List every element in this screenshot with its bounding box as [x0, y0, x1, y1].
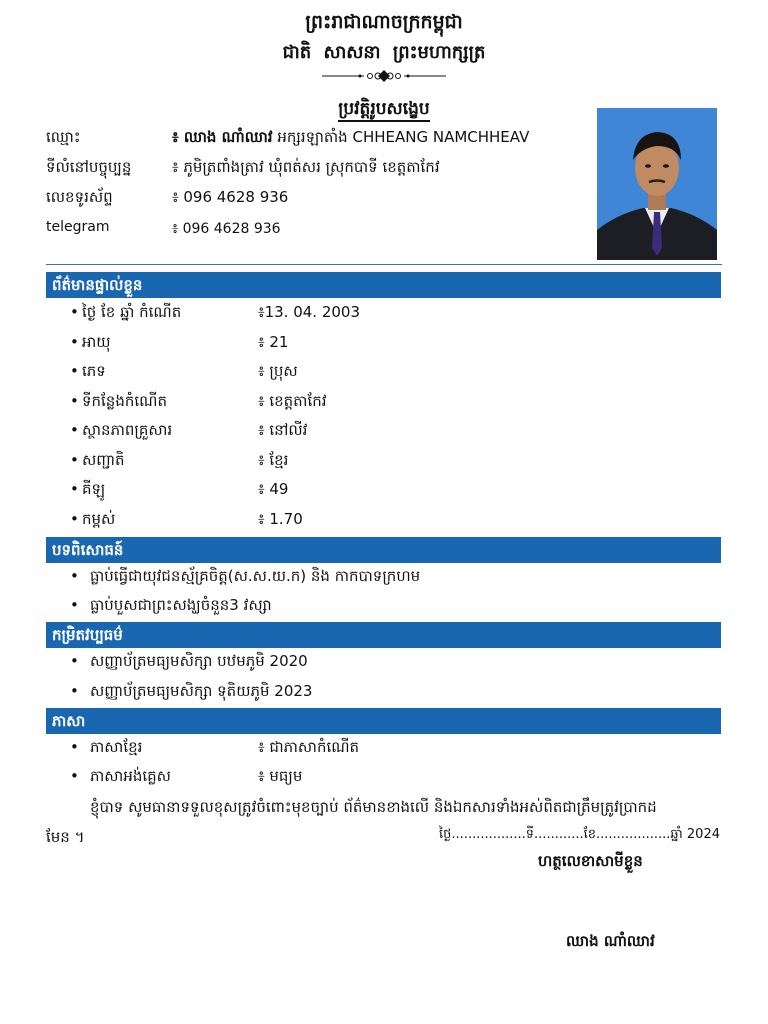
list-item	[70, 567, 720, 591]
cv-title-text: ប្រវត្តិរូបសង្ខេប	[338, 99, 429, 122]
identity-value	[172, 128, 529, 150]
item-value: ៖ ខ្មែរ	[258, 451, 289, 469]
list-item	[70, 392, 720, 416]
section-education: កម្រិតវប្បធម៌	[46, 622, 721, 648]
item-label: ស្ថានភាពគ្រួសារ	[82, 421, 173, 439]
item-value: ៖ នៅលីវ	[258, 421, 308, 439]
bullet-icon: •	[70, 362, 79, 380]
item-value: ៖ 21	[258, 333, 289, 351]
item-value: ៖ 49	[258, 480, 289, 498]
item-value: ៖ 1.70	[258, 510, 303, 528]
bullet-icon: •	[70, 652, 79, 670]
item-value: ៖ មធ្យម	[258, 767, 303, 785]
identity-label: ឈ្មោះ	[46, 128, 81, 146]
identity-label: លេខទូរស័ព្ទ	[46, 188, 113, 206]
bullet-icon: •	[70, 596, 79, 614]
item-text: សញ្ញាប័ត្រមធ្យមសិក្សា ទុតិយភូមិ 2023	[90, 682, 313, 700]
item-label: ភាសាខ្មែរ	[90, 738, 143, 756]
list-item	[70, 362, 720, 386]
item-label: គីឡូ	[82, 480, 106, 498]
identity-label: telegram	[46, 219, 110, 235]
item-label: អាយុ	[82, 333, 111, 351]
section-experience: បទពិសោធន៍	[46, 537, 721, 563]
bullet-icon: •	[70, 510, 79, 528]
bullet-icon: •	[70, 767, 79, 785]
item-text: សញ្ញាប័ត្រមធ្យមសិក្សា បឋមភូមិ 2020	[90, 652, 308, 670]
bullet-icon: •	[70, 303, 79, 321]
identity-label: ទីលំនៅបច្ចុប្បន្ន	[46, 158, 132, 176]
national-motto: ជាតិ សាសនា ព្រះមហាក្សត្រ	[282, 42, 486, 63]
identity-value: ៖ 096 4628 936	[172, 221, 281, 237]
item-value: ៖13. 04. 2003	[258, 303, 361, 321]
list-item	[70, 596, 720, 620]
list-item	[70, 480, 720, 504]
list-item	[70, 767, 720, 791]
signature-name: ឈាង ណាំឈាវ	[566, 932, 655, 950]
bullet-icon: •	[70, 480, 79, 498]
item-value: ៖ ជាភាសាកំណើត	[258, 738, 360, 756]
person-portrait-icon	[597, 108, 717, 260]
name-khmer: ៖ ឈាង ណាំឈាវ	[172, 128, 273, 146]
header-divider	[46, 264, 722, 265]
item-label: កម្ពស់	[82, 510, 116, 528]
item-label: ទីកន្លែងកំណើត	[82, 392, 167, 410]
item-value: ៖ ប្រុស	[258, 362, 298, 380]
list-item	[70, 421, 720, 445]
name-latin: អក្សរឡាតាំង CHHEANG NAMCHHEAV	[272, 128, 530, 146]
profile-photo	[597, 108, 717, 260]
bullet-icon: •	[70, 333, 79, 351]
item-label: ថ្ងៃ ខែ ឆ្នាំ កំណើត	[82, 303, 182, 321]
item-text: ធ្លាប់ធ្វើជាយុវជនស្ម័គ្រចិត្ត(ស.ស.យ.ក) និង កាកបាទក្រហម	[90, 567, 421, 585]
bullet-icon: •	[70, 738, 79, 756]
section-language: ភាសា	[46, 708, 721, 734]
bullet-icon: •	[70, 451, 79, 469]
bullet-icon: •	[70, 567, 79, 585]
ornament-divider-icon	[320, 66, 448, 86]
signature-label: ហត្ថលេខាសាមីខ្លួន	[538, 852, 643, 870]
kingdom-title: ព្រះរាជាណាចក្រកម្ពុជា	[305, 11, 463, 33]
date-line: ថ្ងៃ..................ទី............ខែ..................ឆ្នាំ 2024	[439, 827, 720, 842]
list-item	[70, 652, 720, 676]
list-item	[70, 451, 720, 475]
bullet-icon: •	[70, 682, 79, 700]
bullet-icon: •	[70, 392, 79, 410]
identity-value: ៖ 096 4628 936	[172, 188, 289, 206]
list-item	[70, 510, 720, 534]
declaration-line-1: ខ្ញុំបាទ សូមធានាទទួលខុសត្រូវចំពោះមុខច្បាប់ ព័ត៌មានខាងលើ និងឯកសារទាំងអស់ពិតជាត្រឹមត្រូវប្រាកដ	[90, 798, 657, 816]
list-item	[70, 303, 720, 327]
bullet-icon: •	[70, 421, 79, 439]
item-value: ៖ ខេត្តតាកែវ	[258, 392, 327, 410]
identity-value: ៖ ភូមិត្រពាំងត្រាវ ឃុំពត់សរ ស្រុកបាទី ខេត្តតាកែវ	[172, 158, 440, 176]
item-text: ធ្លាប់បួសជាព្រះសង្ឃចំនួន3 វស្សា	[90, 596, 272, 614]
item-label: សញ្ជាតិ	[82, 451, 125, 469]
item-label: ភេទ	[82, 362, 106, 380]
list-item	[70, 333, 720, 357]
declaration-line-2: មែន ។	[46, 828, 85, 846]
list-item	[70, 682, 720, 706]
section-personal-info: ព័ត៌មានផ្ទាល់ខ្លួន	[46, 272, 721, 298]
item-label: ភាសាអង់គ្លេស	[90, 767, 171, 785]
list-item	[70, 738, 720, 762]
